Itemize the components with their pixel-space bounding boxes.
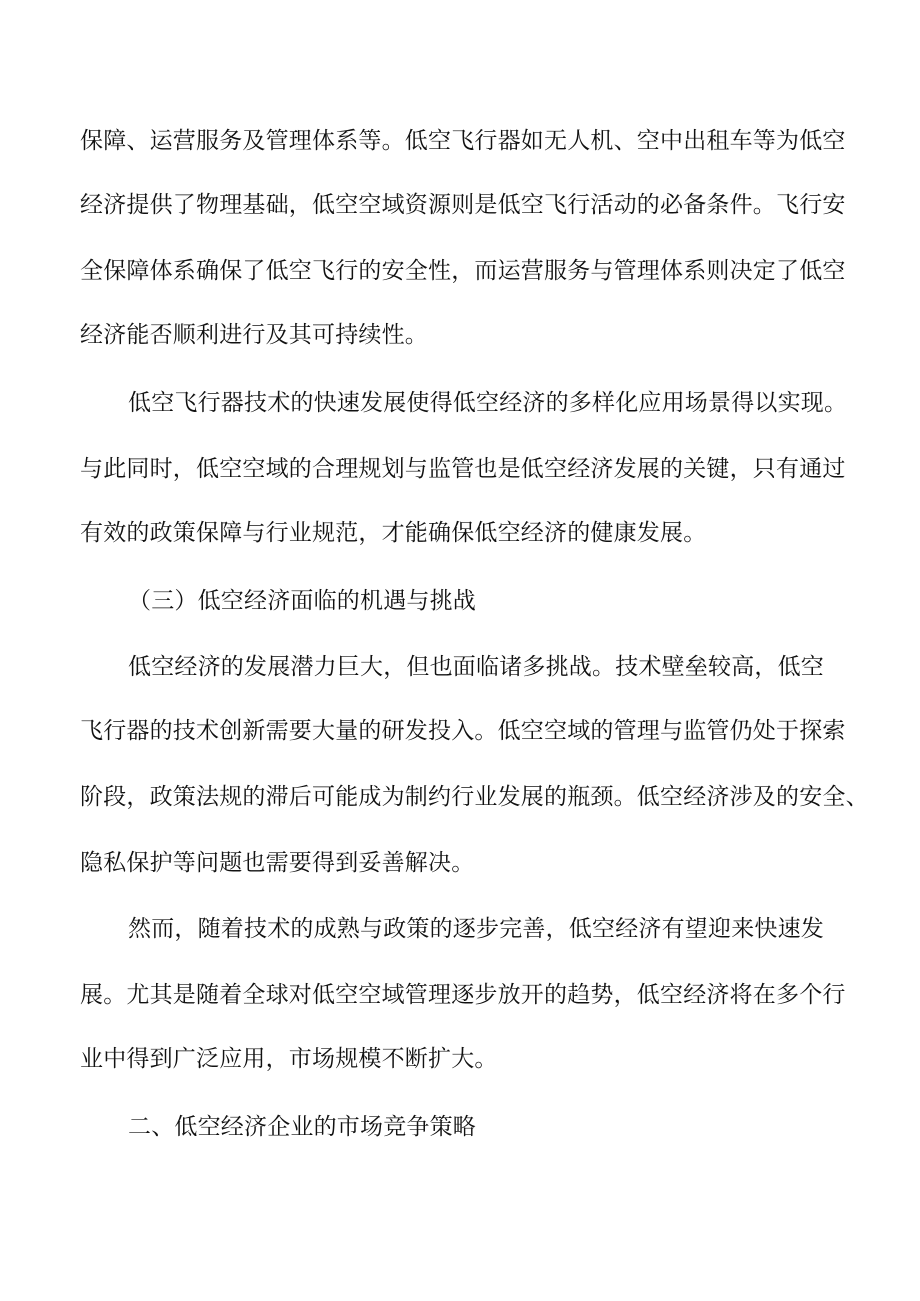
paragraph-3-line-1: 低空经济的发展潜力巨大，但也面临诸多挑战。技术壁垒较高，低空 xyxy=(128,654,824,680)
paragraph-2-line-2: 与此同时，低空空域的合理规划与监管也是低空经济发展的关键，只有通过 xyxy=(80,456,846,482)
paragraph-1-line-3: 全保障体系确保了低空飞行的安全性，而运营服务与管理体系则决定了低空 xyxy=(80,258,846,284)
paragraph-2-line-3: 有效的政策保障与行业规范，才能确保低空经济的健康发展。 xyxy=(80,520,707,546)
paragraph-4-line-1: 然而，随着技术的成熟与政策的逐步完善，低空经济有望迎来快速发 xyxy=(128,916,824,942)
paragraph-4-line-2: 展。尤其是随着全球对低空空域管理逐步放开的趋势，低空经济将在多个行 xyxy=(80,982,846,1008)
section-heading-2: 二、低空经济企业的市场竞争策略 xyxy=(128,1114,476,1140)
paragraph-3-line-4: 隐私保护等问题也需要得到妥善解决。 xyxy=(80,850,475,876)
paragraph-1-line-4: 经济能否顺利进行及其可持续性。 xyxy=(80,322,428,348)
paragraph-3-line-2: 飞行器的技术创新需要大量的研发投入。低空空域的管理与监管仍处于探索 xyxy=(80,718,846,744)
paragraph-1-line-2: 经济提供了物理基础，低空空域资源则是低空飞行活动的必备条件。飞行安 xyxy=(80,192,846,218)
paragraph-1-line-1: 保障、运营服务及管理体系等。低空飞行器如无人机、空中出租车等为低空 xyxy=(80,128,846,154)
paragraph-4-line-3: 业中得到广泛应用，市场规模不断扩大。 xyxy=(80,1046,498,1072)
paragraph-2-line-1: 低空飞行器技术的快速发展使得低空经济的多样化应用场景得以实现。 xyxy=(128,390,848,416)
paragraph-3-line-3: 阶段，政策法规的滞后可能成为制约行业发展的瓶颈。低空经济涉及的安全、 xyxy=(80,784,869,810)
section-heading-3: （三）低空经济面临的机遇与挑战 xyxy=(128,588,476,614)
